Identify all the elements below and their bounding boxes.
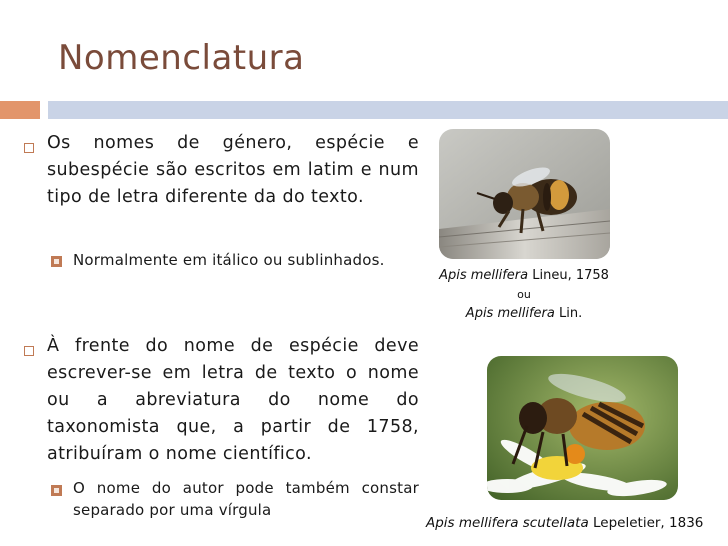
bullet-box-icon bbox=[24, 143, 34, 153]
sub-bullet-icon bbox=[51, 485, 62, 496]
bee-on-wood-icon bbox=[439, 129, 610, 259]
bee-on-flower-icon bbox=[487, 356, 678, 500]
bullet-text-2: À frente do nome de espécie deve escrever-se em letra de texto o nome ou a abreviatura do nome do taxonomista que, a partir de 1758, atribuíram o nome científico. bbox=[47, 336, 419, 464]
header-accent-bar-right bbox=[48, 101, 728, 119]
caption-author: Lepeletier, 1836 bbox=[588, 515, 704, 531]
caption-or: ou bbox=[517, 288, 531, 301]
sub-bullet-text-2: O nome do autor pode também constar separado por uma vírgula bbox=[73, 479, 419, 519]
caption-species-italic: Apis mellifera bbox=[465, 306, 555, 321]
slide-title: Nomenclatura bbox=[58, 38, 305, 78]
bee-caption-1 bbox=[424, 266, 624, 323]
bee-photo-2 bbox=[487, 356, 678, 500]
sub-bullet-icon bbox=[51, 256, 62, 267]
bullet-box-icon bbox=[24, 346, 34, 356]
header-accent-bar-left bbox=[0, 101, 40, 119]
caption-author-abbrev: Lin. bbox=[554, 306, 583, 321]
caption-species-italic: Apis mellifera bbox=[439, 268, 529, 283]
caption-author: Lineu, 1758 bbox=[528, 268, 609, 283]
caption-subspecies-italic: Apis mellifera scutellata bbox=[426, 515, 589, 531]
sub-bullet-text-1: Normalmente em itálico ou sublinhados. bbox=[73, 251, 385, 269]
bee-caption-2 bbox=[426, 515, 726, 531]
bullet-text-1: Os nomes de género, espécie e subespécie são escritos em latim e num tipo de letra diferente da do texto. bbox=[47, 133, 419, 207]
bee-photo-1 bbox=[439, 129, 610, 259]
